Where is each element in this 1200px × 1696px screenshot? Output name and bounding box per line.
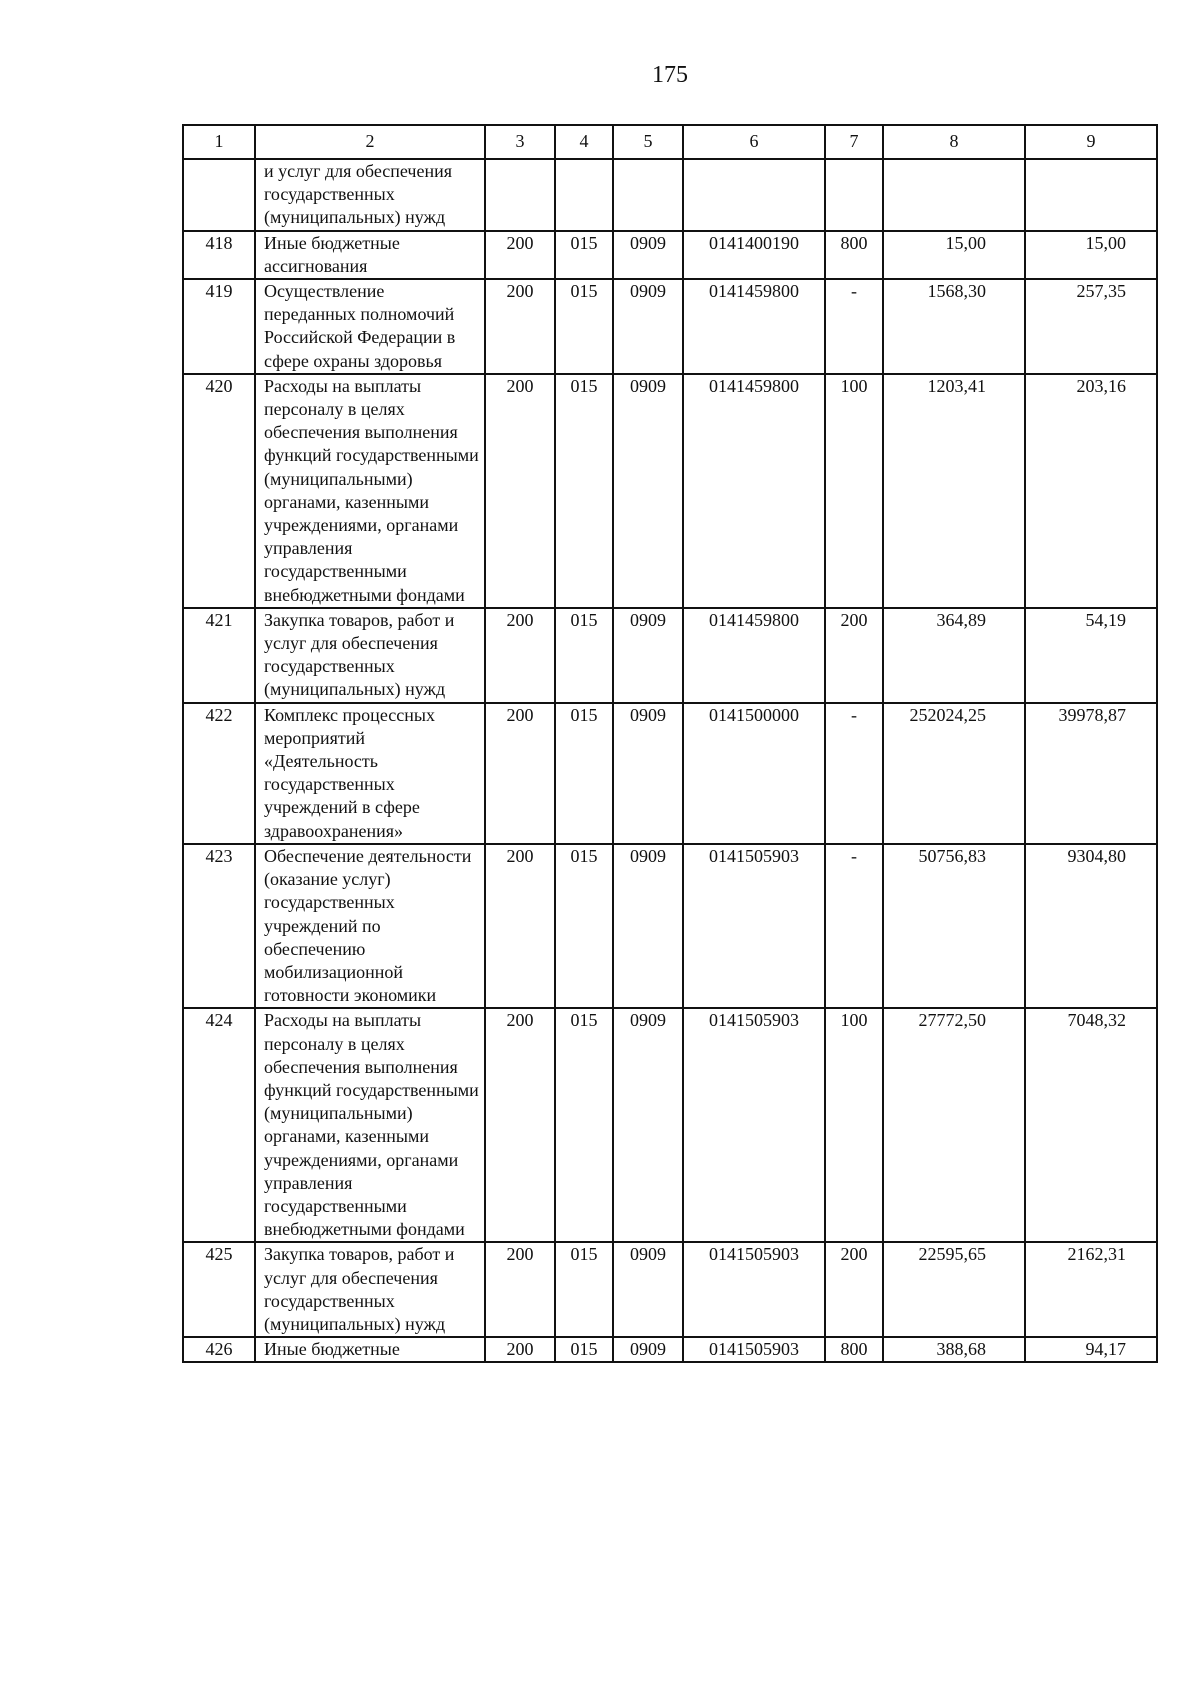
row-col6: 0141505903	[683, 844, 825, 1008]
row-name: Иные бюджетные	[255, 1337, 485, 1362]
table-row	[183, 159, 1157, 231]
row-col8: 50756,83	[883, 844, 1025, 1008]
row-col7: 200	[825, 608, 883, 703]
row-col3: 200	[485, 1242, 555, 1337]
column-header: 3	[485, 125, 555, 159]
row-col5: 0909	[613, 844, 683, 1008]
table-row	[183, 703, 1157, 844]
row-name: Расходы на выплаты персоналу в целях обеспечения выполнения функций государственными (муниципальными) органами, казенными учреждениями, органами управления государственными внебюджетными фондами	[255, 374, 485, 608]
row-col3: 200	[485, 608, 555, 703]
row-col5: 0909	[613, 1008, 683, 1242]
row-col6: 0141459800	[683, 608, 825, 703]
row-col5: 0909	[613, 608, 683, 703]
row-number: 424	[183, 1008, 255, 1242]
row-col6: 0141400190	[683, 231, 825, 279]
row-number: 420	[183, 374, 255, 608]
column-header: 8	[883, 125, 1025, 159]
column-header: 9	[1025, 125, 1157, 159]
column-header: 7	[825, 125, 883, 159]
page-number: 175	[652, 62, 688, 88]
row-col9: 7048,32	[1025, 1008, 1157, 1242]
row-col4: 015	[555, 1008, 613, 1242]
row-col5: 0909	[613, 231, 683, 279]
table-row	[183, 844, 1157, 1008]
row-number: 422	[183, 703, 255, 844]
row-name: Осуществление переданных полномочий Российской Федерации в сфере охраны здоровья	[255, 279, 485, 374]
row-col4: 015	[555, 279, 613, 374]
row-col5: 0909	[613, 703, 683, 844]
row-col8: 252024,25	[883, 703, 1025, 844]
row-col6: 0141505903	[683, 1008, 825, 1242]
row-col3	[485, 159, 555, 231]
row-number: 418	[183, 231, 255, 279]
row-col6: 0141505903	[683, 1337, 825, 1362]
row-col3: 200	[485, 231, 555, 279]
row-col9: 257,35	[1025, 279, 1157, 374]
row-col8: 15,00	[883, 231, 1025, 279]
table-row	[183, 374, 1157, 608]
row-name: Комплекс процессных мероприятий «Деятельность государственных учреждений в сфере здравоохранения»	[255, 703, 485, 844]
row-col4: 015	[555, 608, 613, 703]
row-col9	[1025, 159, 1157, 231]
row-name: Обеспечение деятельности (оказание услуг) государственных учреждений по обеспечению мобилизационной готовности экономики	[255, 844, 485, 1008]
row-col7: -	[825, 703, 883, 844]
row-col4	[555, 159, 613, 231]
row-col9: 9304,80	[1025, 844, 1157, 1008]
row-col7: 100	[825, 1008, 883, 1242]
row-col7: 800	[825, 231, 883, 279]
row-col6: 0141459800	[683, 279, 825, 374]
row-col6: 0141459800	[683, 374, 825, 608]
row-number: 425	[183, 1242, 255, 1337]
budget-table	[182, 124, 1158, 1363]
row-col3: 200	[485, 374, 555, 608]
row-name: Иные бюджетные ассигнования	[255, 231, 485, 279]
table-row	[183, 279, 1157, 374]
table-row	[183, 231, 1157, 279]
row-number: 419	[183, 279, 255, 374]
row-name: Закупка товаров, работ и услуг для обеспечения государственных (муниципальных) нужд	[255, 1242, 485, 1337]
row-col8: 27772,50	[883, 1008, 1025, 1242]
row-col9: 203,16	[1025, 374, 1157, 608]
row-col7: -	[825, 279, 883, 374]
row-col4: 015	[555, 703, 613, 844]
row-col9: 54,19	[1025, 608, 1157, 703]
row-col8	[883, 159, 1025, 231]
column-header: 2	[255, 125, 485, 159]
row-col8: 22595,65	[883, 1242, 1025, 1337]
row-name: и услуг для обеспечения государственных (муниципальных) нужд	[255, 159, 485, 231]
table-row	[183, 608, 1157, 703]
header-row	[183, 125, 1157, 159]
row-col8: 364,89	[883, 608, 1025, 703]
row-col5: 0909	[613, 1242, 683, 1337]
row-col3: 200	[485, 279, 555, 374]
row-col3: 200	[485, 1337, 555, 1362]
row-col7: 100	[825, 374, 883, 608]
row-col6: 0141505903	[683, 1242, 825, 1337]
row-col5: 0909	[613, 279, 683, 374]
row-col9: 94,17	[1025, 1337, 1157, 1362]
row-col3: 200	[485, 844, 555, 1008]
row-col4: 015	[555, 1242, 613, 1337]
row-col9: 39978,87	[1025, 703, 1157, 844]
row-col3: 200	[485, 1008, 555, 1242]
row-col6: 0141500000	[683, 703, 825, 844]
row-col5: 0909	[613, 1337, 683, 1362]
table-row	[183, 1337, 1157, 1362]
row-col4: 015	[555, 1337, 613, 1362]
table-row	[183, 1008, 1157, 1242]
column-header: 6	[683, 125, 825, 159]
row-col4: 015	[555, 231, 613, 279]
row-col5	[613, 159, 683, 231]
row-col9: 2162,31	[1025, 1242, 1157, 1337]
row-col8: 388,68	[883, 1337, 1025, 1362]
column-header: 4	[555, 125, 613, 159]
row-name: Закупка товаров, работ и услуг для обеспечения государственных (муниципальных) нужд	[255, 608, 485, 703]
row-number: 421	[183, 608, 255, 703]
row-number	[183, 159, 255, 231]
row-col8: 1203,41	[883, 374, 1025, 608]
row-col6	[683, 159, 825, 231]
row-col7	[825, 159, 883, 231]
row-col8: 1568,30	[883, 279, 1025, 374]
row-col4: 015	[555, 374, 613, 608]
row-col4: 015	[555, 844, 613, 1008]
row-col5: 0909	[613, 374, 683, 608]
column-header: 1	[183, 125, 255, 159]
row-col3: 200	[485, 703, 555, 844]
row-name: Расходы на выплаты персоналу в целях обеспечения выполнения функций государственными (муниципальными) органами, казенными учреждениями, органами управления государственными внебюджетными фондами	[255, 1008, 485, 1242]
table-row	[183, 1242, 1157, 1337]
column-header: 5	[613, 125, 683, 159]
row-col7: 800	[825, 1337, 883, 1362]
row-col7: -	[825, 844, 883, 1008]
row-col9: 15,00	[1025, 231, 1157, 279]
row-number: 426	[183, 1337, 255, 1362]
row-number: 423	[183, 844, 255, 1008]
row-col7: 200	[825, 1242, 883, 1337]
